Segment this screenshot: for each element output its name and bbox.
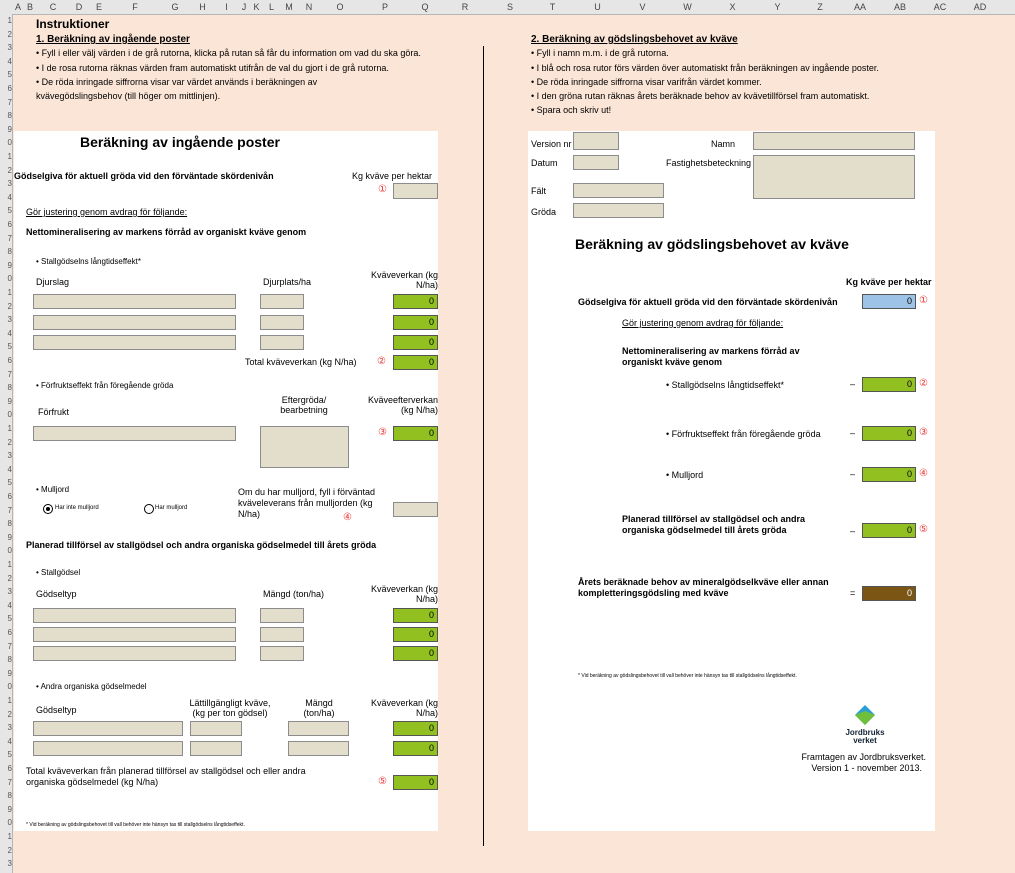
row-header[interactable]: 3 <box>7 179 12 189</box>
column-header[interactable]: Y <box>774 2 781 12</box>
circled-3-icon: ③ <box>919 427 928 438</box>
column-header[interactable]: AA <box>853 2 866 12</box>
col-godseltyp2: Gödseltyp <box>36 705 77 715</box>
row-header[interactable]: 1 <box>7 16 12 25</box>
right-item3: • Mulljord <box>666 470 704 480</box>
col-mangd2: Mängd (ton/ha) <box>303 698 335 718</box>
instructions-right-bullet: • De röda inringade siffrorna visar varifrån värdet kommer. <box>531 77 762 87</box>
row-header[interactable]: 3 <box>7 859 12 869</box>
stall-value-1: 0 <box>393 608 438 623</box>
mangd-input-3[interactable] <box>260 646 304 661</box>
right-item2: • Förfruktseffekt från föregående gröda <box>666 429 821 439</box>
row-header[interactable]: 7 <box>7 369 12 379</box>
fastighet-label: Fastighetsbeteckning <box>666 158 752 168</box>
andra-value-1: 0 <box>393 721 438 736</box>
column-header[interactable]: O <box>336 2 344 12</box>
instructions-right-heading: 2. Beräkning av gödslingsbehovet av kväve <box>531 34 738 45</box>
center-divider <box>483 46 484 846</box>
circled-5-icon: ⑤ <box>378 776 387 787</box>
row-header[interactable]: 0 <box>7 410 12 420</box>
row-header[interactable]: 4 <box>7 192 12 202</box>
instructions-left-bullet: • De röda inringade siffrorna visar var värdet används i beräkningen av <box>36 77 318 87</box>
circled-2-icon: ② <box>377 356 386 367</box>
andra-mangd-input-2[interactable] <box>288 741 349 756</box>
left-adjust-label: Gör justering genom avdrag för följande: <box>26 207 188 217</box>
fastighet-input[interactable] <box>753 155 915 199</box>
forfrukt-heading: • Förfruktseffekt från föregående gröda <box>36 381 174 390</box>
circled-1-icon: ① <box>378 184 387 195</box>
column-header[interactable]: V <box>639 2 646 12</box>
circled-3-icon: ③ <box>378 427 387 438</box>
column-header[interactable]: I <box>225 2 228 12</box>
right-dose-value: 0 <box>862 294 916 309</box>
column-header[interactable]: M <box>285 2 293 12</box>
column-header[interactable]: AB <box>893 2 906 12</box>
row-header[interactable]: 6 <box>7 764 12 773</box>
column-header-bar <box>0 0 1015 15</box>
circled-4-icon: ④ <box>343 512 352 523</box>
row-header[interactable]: 6 <box>7 84 12 93</box>
row-header[interactable]: 7 <box>7 505 12 515</box>
col-kvaveefterverkan: Kväveefterverkan (kg N/ha) <box>367 395 438 415</box>
right-result-label: Årets beräknade behov av mineralgödselkväve eller annan kompletteringsgödsling med kväve <box>578 577 829 598</box>
kvaveverkan-value-2: 0 <box>393 315 438 330</box>
col-kvaveverkan2: Kväveverkan (kg N/ha) <box>370 584 438 604</box>
dose-input[interactable] <box>393 183 438 199</box>
circled-5-icon: ⑤ <box>919 524 928 535</box>
col-mangd: Mängd (ton/ha) <box>263 589 325 599</box>
stall-value-2: 0 <box>393 627 438 642</box>
radio-har-inte-mulljord[interactable] <box>43 504 53 514</box>
circled-2-icon: ② <box>919 378 928 389</box>
left-unit-label: Kg kväve per hektar <box>352 171 433 181</box>
row-header[interactable]: 2 <box>7 437 12 447</box>
row-header[interactable]: 5 <box>7 614 12 624</box>
col-djurslag: Djurslag <box>36 277 70 287</box>
falt-input[interactable] <box>573 183 664 198</box>
mangd-input-1[interactable] <box>260 608 304 623</box>
credit-line-2: Version 1 - november 2013. <box>811 763 922 773</box>
row-header[interactable]: 8 <box>7 111 12 121</box>
col-djurplats: Djurplats/ha <box>263 277 312 287</box>
minus-1: – <box>850 379 856 389</box>
logo-text-1: Jordbruks <box>845 728 885 737</box>
row-header[interactable]: 3 <box>7 315 12 325</box>
mulljord-input[interactable] <box>393 502 438 517</box>
right-item2-value: 0 <box>862 426 916 441</box>
row-header[interactable]: 3 <box>7 43 12 53</box>
row-header[interactable]: 9 <box>7 668 12 678</box>
col-forfrukt: Förfrukt <box>38 407 70 417</box>
groda-input[interactable] <box>573 203 664 218</box>
logo-text-2: verket <box>853 736 877 745</box>
row-header[interactable]: 8 <box>7 519 12 529</box>
column-header[interactable]: P <box>381 2 388 12</box>
row-header[interactable]: 7 <box>7 97 12 107</box>
row-header[interactable]: 0 <box>7 274 12 284</box>
andra-value-2: 0 <box>393 741 438 756</box>
godseltyp-select-3[interactable] <box>33 646 236 661</box>
stall-heading: • Stallgödsel <box>36 568 81 577</box>
falt-label: Fält <box>531 186 547 196</box>
column-header[interactable]: A <box>14 2 21 12</box>
row-header[interactable]: 0 <box>7 682 12 692</box>
equals-sign: = <box>850 588 856 598</box>
right-unit-label: Kg kväve per hektar <box>846 277 932 287</box>
radio-har-inte-mulljord-label: Har inte mulljord <box>55 505 99 511</box>
right-item1: • Stallgödselns långtidseffekt* <box>666 380 785 390</box>
column-header[interactable]: L <box>268 2 274 12</box>
column-header[interactable]: E <box>95 2 102 12</box>
instructions-left-heading: 1. Beräkning av ingående poster <box>36 34 190 45</box>
row-header[interactable]: 6 <box>7 356 12 365</box>
row-header[interactable]: 6 <box>7 220 12 229</box>
row-header[interactable]: 1 <box>7 560 12 569</box>
jordbruksverket-logo <box>840 703 890 745</box>
instructions-left-bullet: kvävegödslingsbehov (till höger om mittlinjen). <box>36 91 221 101</box>
radio-har-mulljord-label: Har mulljord <box>155 505 188 511</box>
right-item1-value: 0 <box>862 377 916 392</box>
row-header[interactable]: 6 <box>7 492 12 501</box>
row-header[interactable]: 5 <box>7 342 12 352</box>
minus-4: – <box>850 526 856 536</box>
instructions-left-bullet: • I de rosa rutorna räknas värden fram automatiskt utifrån de val du gjort i de grå rutorna. <box>36 63 389 73</box>
djurslag-select-3[interactable] <box>33 335 236 350</box>
column-header[interactable]: R <box>461 2 469 12</box>
instructions-right-bullet: • Spara och skriv ut! <box>531 105 612 115</box>
mulljord-heading: • Mulljord <box>36 485 70 494</box>
stall-value-3: 0 <box>393 646 438 661</box>
row-header[interactable]: 3 <box>7 723 12 733</box>
total2-value: 0 <box>393 775 438 790</box>
column-header[interactable]: H <box>199 2 206 12</box>
djurplats-input-1[interactable] <box>260 294 304 309</box>
version-input[interactable] <box>573 132 619 150</box>
minus-3: – <box>850 469 856 479</box>
instructions-left-bullet: • Fyll i eller välj värden i de grå rutorna, klicka på rutan så får du information om vad du ska göra. <box>36 48 421 58</box>
row-header[interactable]: 4 <box>7 328 12 338</box>
row-header[interactable]: 2 <box>7 573 12 583</box>
row-header[interactable]: 5 <box>7 206 12 216</box>
row-header[interactable]: 9 <box>7 124 12 134</box>
row-header[interactable]: 9 <box>7 532 12 542</box>
row-header[interactable]: 9 <box>7 396 12 406</box>
column-header[interactable]: T <box>549 2 556 12</box>
left-title: Beräkning av ingående poster <box>80 134 280 150</box>
col-kvaveverkan: Kväveverkan (kg N/ha) <box>370 270 438 290</box>
forfrukt-select[interactable] <box>33 426 236 441</box>
col-eftergroda: Eftergröda/ bearbetning <box>280 395 328 415</box>
row-header[interactable]: 3 <box>7 587 12 597</box>
right-adjust-label: Gör justering genom avdrag för följande: <box>622 318 784 328</box>
row-header[interactable]: 4 <box>7 600 12 610</box>
right-footnote: * Vid beräkning av gödslingsbehovet till vall behöver inte hänsyn tas till stallgödselns långtidseffekt. <box>578 673 797 679</box>
row-header[interactable]: 2 <box>7 301 12 311</box>
godseltyp-select-1[interactable] <box>33 608 236 623</box>
circled-1-icon: ① <box>919 295 928 306</box>
andra-mangd-input-1[interactable] <box>288 721 349 736</box>
radio-har-mulljord[interactable] <box>144 504 154 514</box>
row-header[interactable]: 2 <box>7 165 12 175</box>
manure-long-heading: • Stallgödselns långtidseffekt* <box>36 257 141 266</box>
row-header[interactable]: 9 <box>7 260 12 270</box>
total2-label: Total kväveverkan från planerad tillförsel av stallgödsel och eller andra organiska gödselmedel (kg N/ha) <box>26 766 306 787</box>
row-header-bar <box>0 14 13 873</box>
groda-label: Gröda <box>531 207 557 217</box>
row-header[interactable]: 1 <box>7 152 12 161</box>
godseltyp-select-2[interactable] <box>33 627 236 642</box>
datum-label: Datum <box>531 158 558 168</box>
djurslag-select-2[interactable] <box>33 315 236 330</box>
right-planned-label: Planerad tillförsel av stallgödsel och andra organiska gödselmedel till årets gröda <box>622 514 806 535</box>
andra-godseltyp-select-2[interactable] <box>33 741 183 756</box>
column-header[interactable]: AC <box>933 2 947 12</box>
column-header[interactable]: B <box>26 2 33 12</box>
right-item3-value: 0 <box>862 467 916 482</box>
row-header[interactable]: 5 <box>7 750 12 760</box>
djurplats-input-3[interactable] <box>260 335 304 350</box>
lattill-input-1[interactable] <box>190 721 242 736</box>
row-header[interactable]: 2 <box>7 845 12 855</box>
row-header[interactable]: 5 <box>7 478 12 488</box>
left-netmin-label: Nettomineralisering av markens förråd av organiskt kväve genom <box>26 227 307 237</box>
instructions-right-bullet: • Fyll i namn m.m. i de grå rutorna. <box>531 48 669 58</box>
left-footnote: * Vid beräkning av gödslingsbehovet till vall behöver inte hänsyn tas till stallgödselns långtidseffekt. <box>26 822 245 828</box>
row-header[interactable]: 2 <box>7 29 12 39</box>
instructions-right-bullet: • I den gröna rutan räknas årets beräknade behov av kvävetillförsel fram automatiskt. <box>531 91 870 101</box>
kvaveverkan-value-1: 0 <box>393 294 438 309</box>
column-header[interactable]: C <box>49 2 57 12</box>
column-header[interactable]: D <box>75 2 83 12</box>
planned-heading: Planerad tillförsel av stallgödsel och andra organiska gödselmedel till årets gröda <box>26 540 377 550</box>
row-header[interactable]: 0 <box>7 818 12 828</box>
row-header[interactable]: 8 <box>7 791 12 801</box>
forfrukt-value: 0 <box>393 426 438 441</box>
row-header[interactable]: 7 <box>7 233 12 243</box>
datum-input[interactable] <box>573 155 619 170</box>
column-header[interactable]: AD <box>973 2 987 12</box>
namn-input[interactable] <box>753 132 915 150</box>
row-header[interactable]: 1 <box>7 696 12 705</box>
instructions-title: Instruktioner <box>36 17 110 31</box>
row-header[interactable]: 8 <box>7 247 12 257</box>
right-planned-value: 0 <box>862 523 916 538</box>
row-header[interactable]: 9 <box>7 804 12 814</box>
total-label: Total kväveverkan (kg N/ha) <box>245 357 357 367</box>
col-lattill: Lättillgängligt kväve, (kg per ton gödsel) <box>189 698 271 718</box>
right-title: Beräkning av gödslingsbehovet av kväve <box>575 236 849 252</box>
namn-label: Namn <box>711 139 736 149</box>
left-dose-label: Gödselgiva för aktuell gröda vid den förväntade skördenivån <box>14 171 274 181</box>
circled-4-icon: ④ <box>919 468 928 479</box>
column-header[interactable]: U <box>594 2 601 12</box>
column-header[interactable]: X <box>729 2 736 12</box>
eftergroda-select[interactable] <box>260 426 349 468</box>
right-result-value: 0 <box>862 586 916 601</box>
total-value: 0 <box>393 355 438 370</box>
column-header[interactable]: Q <box>421 2 429 12</box>
instructions-right-bullet: • I blå och rosa rutor förs värden över automatiskt från beräkningen av ingående poster. <box>531 63 879 73</box>
column-header[interactable]: N <box>305 2 313 12</box>
row-header[interactable]: 1 <box>7 288 12 297</box>
row-header[interactable]: 5 <box>7 70 12 80</box>
djurslag-select-1[interactable] <box>33 294 236 309</box>
mulljord-text: Om du har mulljord, fyll i förväntad kväveleverans från mulljorden (kg N/ha) <box>238 487 376 519</box>
column-header[interactable]: J <box>241 2 247 12</box>
row-header[interactable]: 1 <box>7 424 12 433</box>
row-header[interactable]: 2 <box>7 709 12 719</box>
col-kvaveverkan3: Kväveverkan (kg N/ha) <box>370 698 438 718</box>
andra-godseltyp-select-1[interactable] <box>33 721 183 736</box>
column-header[interactable]: F <box>132 2 138 12</box>
andra-heading: • Andra organiska gödselmedel <box>36 682 147 691</box>
mangd-input-2[interactable] <box>260 627 304 642</box>
right-dose-label: Gödselgiva för aktuell gröda vid den förväntade skördenivån <box>578 297 838 307</box>
right-netmin-label: Nettomineralisering av markens förråd av organiskt kväve genom <box>622 346 800 367</box>
row-header[interactable]: 0 <box>7 138 12 148</box>
column-header[interactable]: S <box>506 2 513 12</box>
col-godseltyp: Gödseltyp <box>36 589 77 599</box>
column-header[interactable]: K <box>253 2 260 12</box>
djurplats-input-2[interactable] <box>260 315 304 330</box>
lattill-input-2[interactable] <box>190 741 242 756</box>
row-header[interactable]: 3 <box>7 451 12 461</box>
credit-line-1: Framtagen av Jordbruksverket. <box>801 752 926 762</box>
column-header[interactable]: G <box>171 2 179 12</box>
kvaveverkan-value-3: 0 <box>393 335 438 350</box>
row-header[interactable]: 7 <box>7 641 12 651</box>
row-header[interactable]: 8 <box>7 655 12 665</box>
row-header[interactable]: 6 <box>7 628 12 637</box>
row-header[interactable]: 1 <box>7 832 12 841</box>
row-header[interactable]: 0 <box>7 546 12 556</box>
row-header[interactable]: 4 <box>7 56 12 66</box>
minus-2: – <box>850 428 856 438</box>
row-header[interactable]: 4 <box>7 736 12 746</box>
column-header[interactable]: Z <box>817 2 823 12</box>
version-label: Version nr <box>531 139 572 149</box>
row-header[interactable]: 8 <box>7 383 12 393</box>
column-header[interactable]: W <box>683 2 692 12</box>
row-header[interactable]: 4 <box>7 464 12 474</box>
row-header[interactable]: 7 <box>7 777 12 787</box>
